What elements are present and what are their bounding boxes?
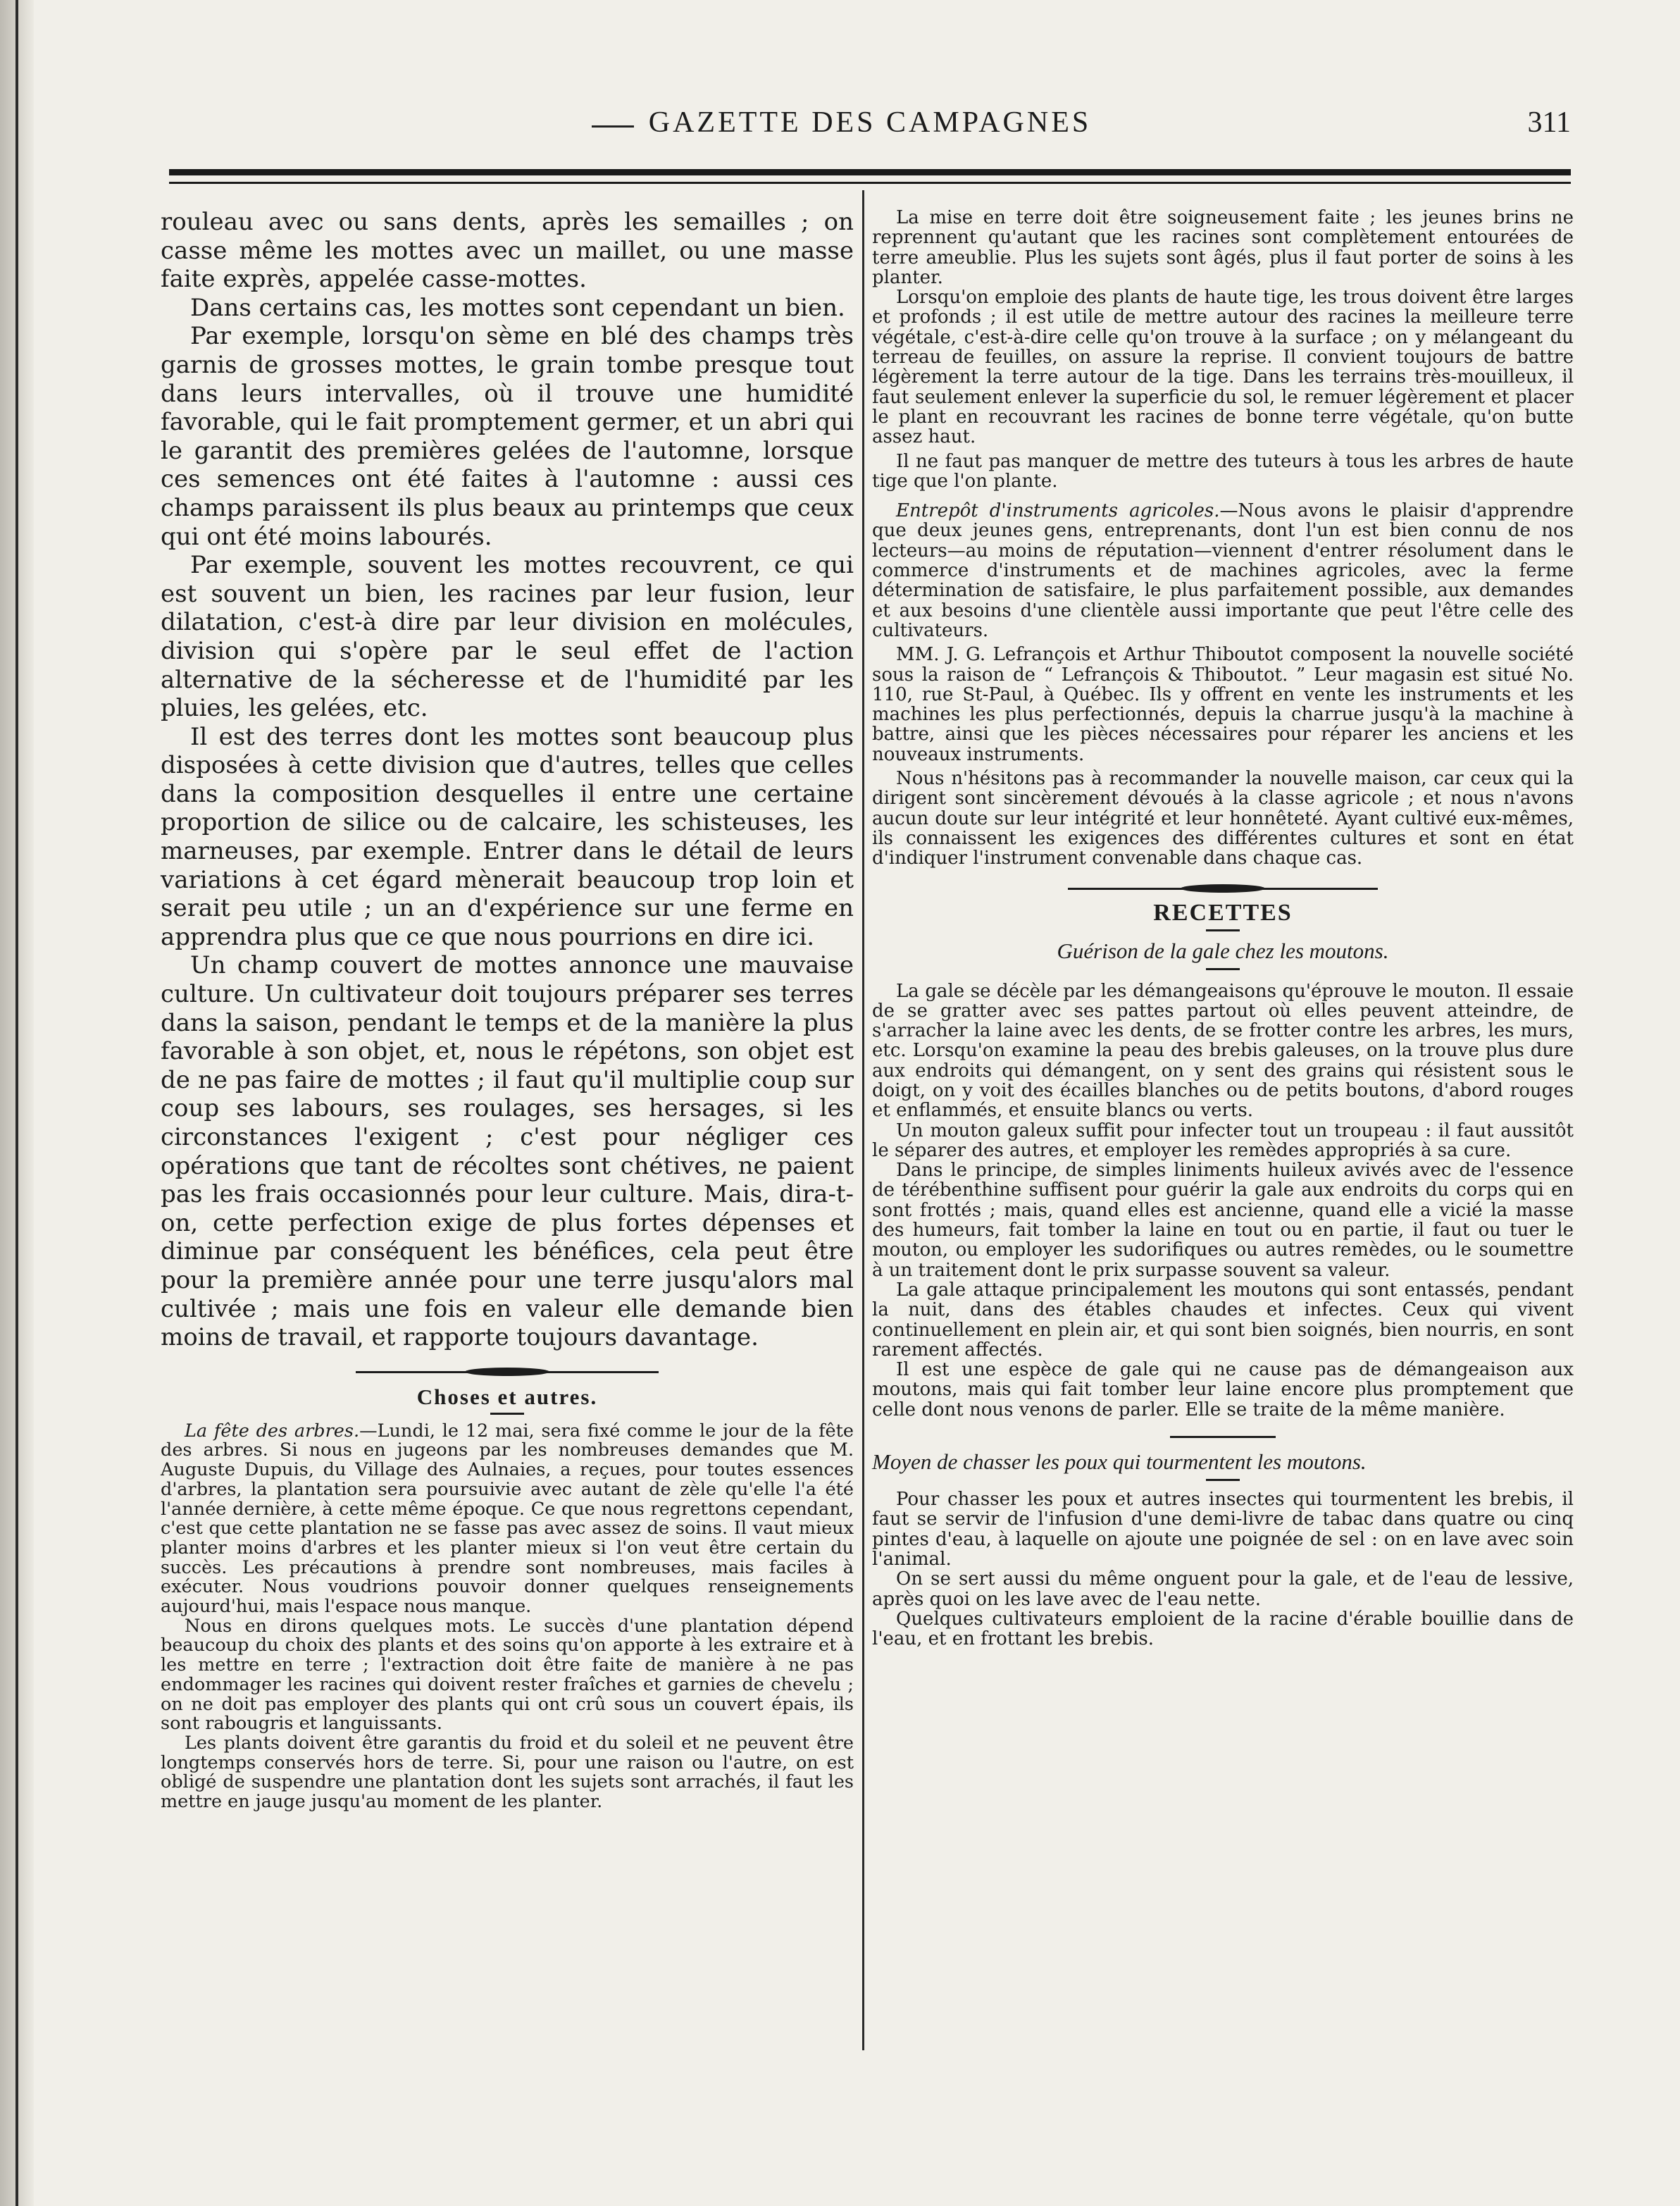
article-paragraph: Lorsqu'on emploie des plants de haute tige, les trous doivent être larges et profonds ; il est utile de mettre autour des racines la meilleure terre végétale, c'est-à-dire celle qu'on trouve à la surface ; on y mélangeant du terreau de feuilles, on assure la reprise. Il convient toujours de battre légèrement la terre autour de la tige. Dans les terrains très-mouilleux, il faut seulement enlever la superficie du sol, le remuer légèrement et placer le plant en recouvrant les racines de bonne terre végétale, qu'on butte assez haut. — [872, 287, 1574, 448]
body-paragraph: Il est des terres dont les mottes sont beaucoup plus disposées à cette division que d'autres, telles que celles dans la composition desquelles il entre une certaine proportion de silice ou de calcaire, les schisteuses, les marneuses, par exemple. Entrer dans le détail de leurs variations à cet égard mènerait beaucoup trop loin et serait peu utile ; un an d'expérience sur une ferme en apprendra plus que ce que nous pourrions en dire ici. — [161, 722, 854, 951]
section-title-recettes: RECETTES — [1153, 899, 1293, 926]
subtitle-poux: Moyen de chasser les poux qui tourmentent les moutons. — [872, 1449, 1367, 1475]
subtitle-gale: Guérison de la gale chez les moutons. — [1057, 938, 1389, 963]
header-rule-thick — [169, 169, 1571, 175]
article-paragraph: La mise en terre doit être soigneusement faite ; les jeunes brins ne reprennent qu'autant que les racines sont complètement entourées de terre ameublie. Plus les sujets sont âgés, plus il faut porter de soins à les planter. — [872, 207, 1574, 288]
body-paragraph: Dans certains cas, les mottes sont cependant un bien. — [190, 293, 845, 322]
journal-title: GAZETTE DES CAMPAGNES — [648, 106, 1092, 139]
section-divider — [1068, 884, 1378, 894]
lead-italic: Entrepôt d'instruments agricoles. — [896, 500, 1220, 522]
article-paragraph: La gale attaque principalement les moutons qui sont entassés, pendant la nuit, dans des étables chaudes et infectes. Ceux qui vivent continuellement en plein air, et qui sont bien soignés, bien nourris, en sont rarement affectés. — [872, 1279, 1574, 1361]
article-paragraph: Nous n'hésitons pas à recommander la nouvelle maison, car ceux qui la dirigent sont sincèrement dévoués à la classe agricole ; et nous n'avons aucun doute sur leur intégrité et leur honnêteté. Ayant cultivé eux-mêmes, ils connaissent les exigences des différentes cultures et sont en état d'indiquer l'instrument convenable dans chaque cas. — [872, 768, 1574, 869]
header-rule-thin — [169, 182, 1571, 184]
article-paragraph: Un mouton galeux suffit pour infecter tout un troupeau : il faut aussitôt le séparer des autres, et employer les remèdes appropriés à sa cure. — [872, 1120, 1574, 1161]
choses-et-autres-article — [161, 1422, 854, 1812]
title-dash — [490, 1413, 524, 1415]
article-paragraph: La gale se décèle par les démangeaisons qu'éprouve le mouton. Il essaie de se gratter avec ses pattes partout où elles peuvent atteindre, de s'arracher la laine avec les dents, de se frotter contre les arbres, les murs, etc. Lorsqu'on examine la peau des brebis galeuses, on la trouve plus dure aux endroits qui démangent, on y sent des grains qui résistent sous le doigt, on y voit des écailles blanches ou de petits boutons, d'abord rouges et enflammés, et ensuite blancs ou verts. — [872, 980, 1574, 1122]
section-divider — [1170, 1432, 1276, 1442]
article-paragraph: Il ne faut pas manquer de mettre des tuteurs à tous les arbres de haute tige que l'on plante. — [872, 450, 1574, 492]
article-paragraph: Quelques cultivateurs emploient de la racine d'érable bouillie dans de l'eau, et en frottant les brebis. — [872, 1608, 1574, 1650]
lead-text: —Nous avons le plaisir d'apprendre que deux jeunes gens, entreprenants, dont l'un est bien connu de nos lecteurs—au moins de réputation—viennent d'entrer résolument dans le commerce d'instruments et de machines agricoles, avec la ferme détermination de satisfaire, le plus parfaitement possible, aux demandes et aux besoins d'une clientèle aussi importante que peut l'être celle des cultivateurs. — [872, 500, 1574, 641]
article-paragraph — [872, 501, 1574, 640]
article-paragraph — [161, 1422, 854, 1617]
title-dash — [1206, 968, 1240, 970]
body-paragraph: Par exemple, souvent les mottes recouvrent, ce qui est souvent un bien, les racines par leur fusion, leur dilatation, c'est-à dire par leur division en molécules, division qui s'opère par le seul effet de l'action alternative de la sécheresse et de l'humidité par les pluies, les gelées, etc. — [161, 551, 854, 723]
article-paragraph: Il est une espèce de gale qui ne cause pas de démangeaison aux moutons, mais qui fait tomber leur laine encore plus promptement que celle dont nous venons de parler. Elle se traite de la même manière. — [872, 1359, 1574, 1420]
page-number: 311 — [1527, 106, 1571, 139]
title-dash — [1206, 1479, 1240, 1481]
body-paragraph: Un champ couvert de mottes annonce une mauvaise culture. Un cultivateur doit toujours préparer ses terres dans la saison, pendant le temps et de la manière la plus favorable à son objet, et, nous le répétons, son objet est de ne pas faire de mottes ; il faut qu'il multiplie coup sur coup ses labours, ses roulages, ses hersages, si les circonstances l'exigent ; c'est pour négliger ces opérations que tant de récoltes sont chétives, ne paient pas les frais occasionnés pour leur culture. Mais, dira-t-on, cette perfection exige de plus fortes dépenses et diminue par conséquent les bénéfices, cela peut être pour la première année pour une terre jusqu'alors mal cultivée ; mais une fois en valeur elle demande bien moins de travail, et rapporte toujours davantage. — [161, 951, 854, 1352]
body-paragraph: rouleau avec ou sans dents, après les semailles ; on casse même les mottes avec un maillet, ou une masse faite exprès, appelée casse-mottes. — [161, 208, 854, 294]
article-paragraph: Dans le principe, de simples liniments huileux avivés avec de l'essence de térébenthine suffisent pour guérir la gale aux endroits du corps qui en sont frottés ; mais, quand elles est ancienne, quand elle a vicié la masse des humeurs, fait tomber la laine en tout ou en partie, il faut ou tuer le mouton, ou employer les sudorifiques ou autres remèdes, ou le soumettre à un traitement dont le prix surpasse souvent sa valeur. — [872, 1160, 1574, 1281]
article-paragraph: Les plants doivent être garantis du froid et du soleil et ne peuvent être longtemps conservés hors de terre. Si, pour une raison ou l'autre, on est obligé de suspendre une plantation dont les sujets sont arrachés, il faut les mettre en jauge jusqu'au moment de les planter. — [161, 1733, 854, 1813]
right-column — [872, 208, 1574, 1649]
page-spine — [0, 0, 34, 2206]
article-paragraph: Pour chasser les poux et autres insectes qui tourmentent les brebis, il faut se servir de l'infusion d'une demi-livre de tabac dans quatre ou cinq pintes d'eau, à laquelle on ajoute une poignée de sel : on en lave avec soin l'animal. — [872, 1489, 1574, 1570]
article-paragraph: On se sert aussi du même onguent pour la gale, et de l'eau de lessive, après quoi on les lave avec de l'eau nette. — [872, 1568, 1574, 1610]
lead-italic: La fête des arbres. — [185, 1420, 360, 1442]
left-column — [161, 208, 854, 1812]
page-header — [169, 106, 1571, 148]
section-divider — [356, 1368, 659, 1377]
article-paragraph: MM. J. G. Lefrançois et Arthur Thiboutot composent la nouvelle société sous la raison de “ Lefrançois & Thiboutot. ” Leur magasin est situé No. 110, rue St-Paul, à Québec. Ils y offrent en vente les instruments et les machines les plus perfectionnés, depuis la charrue jusqu'à la machine à battre, ainsi que les pièces nécessaires pour réparer les anciens et les nouveaux instruments. — [872, 644, 1574, 765]
lead-text: —Lundi, le 12 mai, sera fixé comme le jour de la fête des arbres. Si nous en jugeons par les nombreuses demandes que M. Auguste Dupuis, du Village des Aulnaies, a reçues, pour toutes essences d'arbres, la plantation sera poursuivie avec autant de zèle qu'elle l'a été l'année dernière, à cette même époque. Ce que nous regrettons cependant, c'est que cette plantation ne se fasse pas avec assez de soins. Il vaut mieux planter moins d'arbres et les planter mieux si l'on veut être certain du succès. Les précautions à prendre sont nombreuses, mais faciles à exécuter. Nous voudrions pouvoir donner quelques renseignements aujourd'hui, mais l'espace nous manque. — [161, 1420, 854, 1618]
body-paragraph: Par exemple, lorsqu'on sème en blé des champs très garnis de grosses mottes, le grain tombe presque tout dans leurs intervalles, où il trouve une humidité favorable, qui le fait promptement germer, et un abri qui le garantit des premières gelées de l'automne, lorsque ces semences ont été faites à l'automne : aussi ces champs paraissent ils plus beaux au printemps que ceux qui ont été moins labourés. — [161, 322, 854, 551]
title-dash — [1206, 929, 1240, 931]
article-paragraph: Nous en dirons quelques mots. Le succès d'une plantation dépend beaucoup du choix des plants et des soins qu'on apporte à les extraire et à les mettre en terre ; l'extraction doit être faite de manière à ne pas endommager les racines qui doivent rester fraîches et garnies de chevelu ; on ne doit pas employer des plants qui ont crû sous un couvert épais, ils sont rabougris et languissants. — [161, 1615, 854, 1735]
column-separator — [862, 190, 864, 2050]
section-title-choses: Choses et autres. — [416, 1384, 598, 1409]
